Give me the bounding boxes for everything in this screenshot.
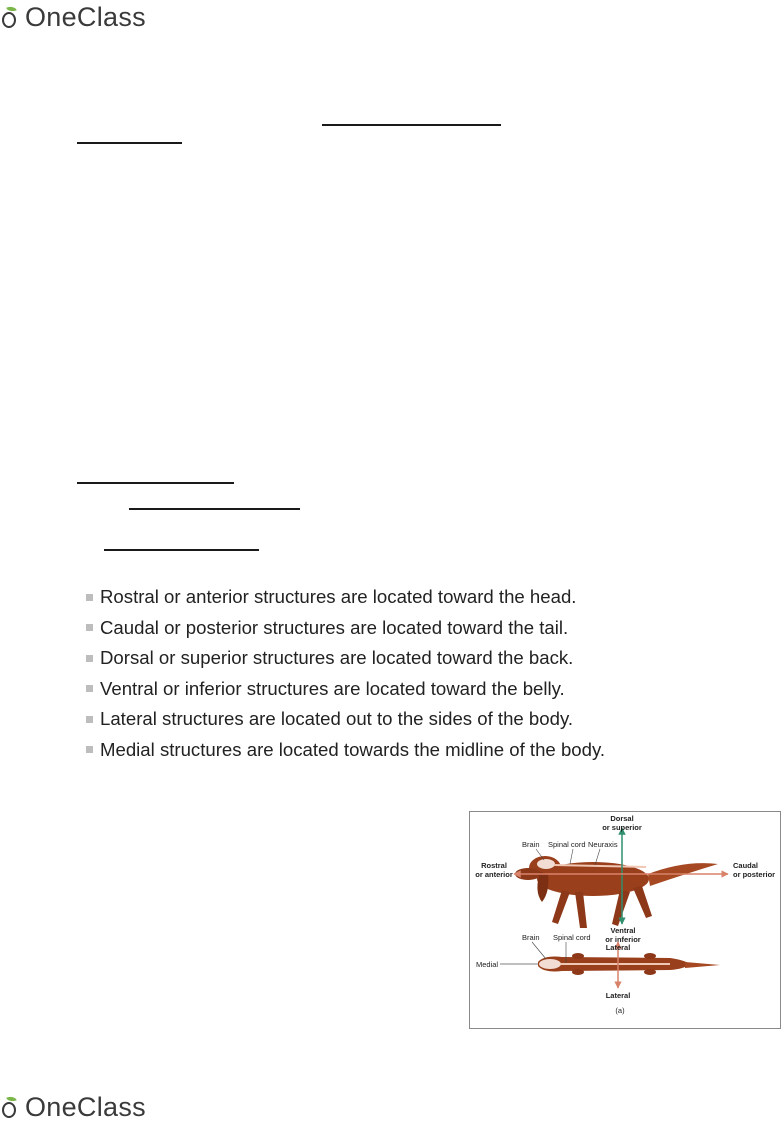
directional-terms-list [86, 582, 605, 765]
brand-name: OneClass [25, 2, 146, 32]
blank-line-1 [322, 124, 501, 126]
ventral-label-2: or inferior [605, 935, 641, 944]
lateral-label-bottom: Lateral [605, 991, 631, 1000]
rostral-label-2: or anterior [475, 870, 513, 879]
list-item: Dorsal or superior structures are located toward the back. [86, 643, 605, 674]
medial-label: Medial [476, 960, 499, 969]
oneclass-mark-icon [2, 1096, 24, 1120]
brain-shape [537, 859, 555, 869]
oneclass-logo-top [2, 4, 146, 30]
list-item: Lateral structures are located out to the sides of the body. [86, 704, 605, 735]
bullet-square-icon [86, 685, 93, 692]
dog-anatomy-diagram [470, 812, 780, 1028]
bullet-square-icon [86, 716, 93, 723]
caudal-label-2: or posterior [733, 870, 776, 879]
oneclass-logo-bottom [2, 1094, 146, 1120]
blank-line-5 [104, 549, 259, 551]
caudal-label: Caudal [733, 861, 759, 870]
list-item: Rostral or anterior structures are located toward the head. [86, 582, 605, 613]
spinal-cord-label: Spinal cord [548, 840, 586, 849]
blank-line-3 [77, 482, 234, 484]
dog-side-view [515, 856, 718, 928]
blank-line-2 [77, 142, 182, 144]
bullet-square-icon [86, 624, 93, 631]
blank-line-4 [129, 508, 300, 510]
bullet-square-icon [86, 594, 93, 601]
dorsal-label: Dorsal [610, 814, 634, 823]
figure-caption: (a) [615, 1006, 625, 1015]
list-item: Medial structures are located towards the midline of the body. [86, 735, 605, 766]
oneclass-mark-icon [2, 6, 24, 30]
dog-anatomy-figure [469, 811, 781, 1029]
lateral-label-top: Lateral [605, 943, 631, 952]
bullet-square-icon [86, 746, 93, 753]
rostral-label: Rostral [481, 861, 507, 870]
brain-label-2: Brain [522, 933, 540, 942]
list-item: Ventral or inferior structures are located toward the belly. [86, 674, 605, 705]
dog-top-view [538, 953, 720, 975]
dorsal-label-2: or superior [602, 823, 642, 832]
list-item: Caudal or posterior structures are located toward the tail. [86, 613, 605, 644]
brain-label: Brain [522, 840, 540, 849]
neuraxis-label: Neuraxis [588, 840, 618, 849]
spinal-cord-label-2: Spinal cord [553, 933, 591, 942]
bullet-square-icon [86, 655, 93, 662]
brand-name: OneClass [25, 1092, 146, 1122]
ventral-label: Ventral [610, 926, 636, 935]
